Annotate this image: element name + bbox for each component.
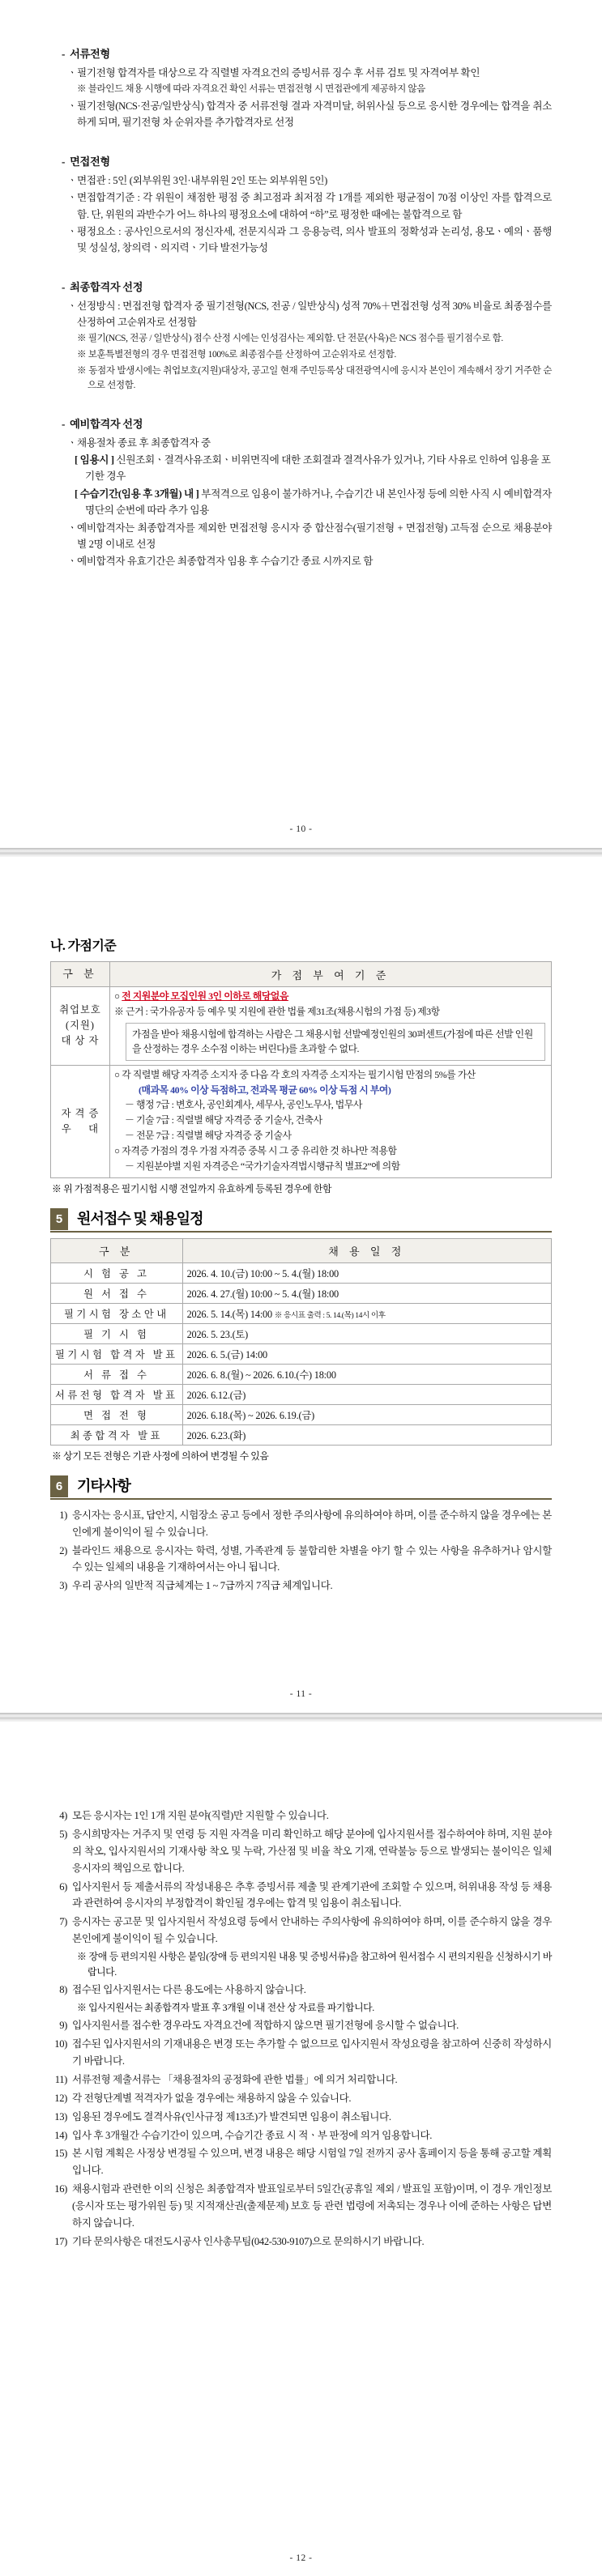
list-item-text: 입사지원서를 접수한 경우라도 자격요건에 적합하지 않으면 필기전형에 응시할 수 없습니다. bbox=[72, 2020, 459, 2032]
bullet-item: ㆍ 면접관 : 5인 (외부위원 3인·내부위원 2인 또는 외부위원 5인) bbox=[68, 172, 552, 189]
list-item-text: 각 전형단계별 적격자가 없을 경우에는 채용하지 않을 수 있습니다. bbox=[72, 2092, 352, 2104]
bullet-item: ㆍ 예비합격자 유효기간은 최종합격자 임용 후 수습기간 종료 시까지로 함 bbox=[68, 553, 552, 569]
list-item bbox=[50, 1914, 552, 1948]
table-row bbox=[51, 1283, 552, 1303]
list-item-text: 입사지원서 등 제출서류의 작성내용은 추후 증빙서류 제출 및 관계기관에 조회할 수 있으며, 허위내용 작성 등 채용과 관련하여 응시자의 부정합격이 확인될 경우에는 합격 및 임용이 취소됩니다. bbox=[72, 1880, 552, 1910]
list-item bbox=[50, 2127, 552, 2144]
page-number: - 10 - bbox=[289, 824, 313, 834]
list-item bbox=[50, 1543, 552, 1577]
list-item bbox=[50, 1578, 552, 1595]
list-item bbox=[50, 1982, 552, 1999]
list-item-text: 본 시험 계획은 사정상 변경될 수 있으며, 변경 내용은 해당 시험일 7일 전까지 공사 홈페이지 등을 통해 공고할 계획입니다. bbox=[72, 2148, 552, 2177]
list-item bbox=[50, 2145, 552, 2179]
table-row bbox=[51, 1364, 552, 1384]
bullet-item: ㆍ 면접합격기준 : 각 위원이 채점한 평점 중 최고점과 최저점 각 1개를 제외한 평균점이 70점 이상인 자를 합격으로 함. 단, 위원의 과반수가 어느 하나의 평정요소에 대하여 “하”로 평정한 때에는 불합격으로 함 bbox=[68, 189, 552, 223]
list-item-text: 접수된 입사지원서의 기재내용은 변경 또는 추가할 수 없으므로 입사지원서 작성요령을 참고하여 신중히 작성하시기 바랍니다. bbox=[72, 2038, 552, 2067]
schedule-table-body bbox=[51, 1262, 552, 1445]
list-item bbox=[50, 1507, 552, 1541]
list-item-number: 15) bbox=[54, 2148, 67, 2160]
dash-marker: - bbox=[62, 417, 66, 430]
table-row bbox=[51, 1404, 552, 1424]
subsection-heading-reserve-selection: - 예비합격자 선정 bbox=[62, 417, 143, 430]
table-row bbox=[51, 1323, 552, 1343]
schedule-label: 서류전형 합격자 발표 bbox=[51, 1384, 183, 1404]
dash-marker: - bbox=[62, 48, 66, 60]
note-item: ※ 동점자 발생시에는 취업보호(지원)대상자, 공고일 현재 주민등록상 대전광역시에 응시자 본인이 계속해서 장기 거주한 순으로 선정함. bbox=[77, 364, 552, 391]
list-item-number: 7) bbox=[59, 1916, 67, 1928]
subsection-heading-final-selection: - 최종합격자 선정 bbox=[62, 280, 143, 293]
bullet-item: ㆍ 필기전형 합격자를 대상으로 각 직렬별 자격요건의 증빙서류 징수 후 서류 검토 및 자격여부 확인 bbox=[68, 65, 552, 81]
bullet-item: ㆍ 필기전형(NCS·전공/일반상식) 합격자 중 서류전형 결과 자격미달, 허위사실 등으로 응시한 경우에는 합격을 취소하게 되며, 필기전형 차 순위자를 추가합격자로 선정 bbox=[68, 98, 552, 131]
table-row bbox=[51, 1343, 552, 1364]
list-item-text: 채용시험과 관련한 이의 신청은 최종합격자 발표일로부터 5일간(공휴일 제외 / 발표일 포함)이며, 이 경우 개인정보(응시자 또는 평가위원 등) 및 지적재산권(출제문제) 보호 등 관련 법령에 저촉되는 경우나 이에 준하는 사항은 답변하지 않습니다. bbox=[72, 2183, 552, 2229]
criteria-line: － 지원분야별 지원 자격증은 “국가기술자격법시행규칙 별표2”에 의함 bbox=[125, 1160, 400, 1172]
list-item bbox=[50, 1807, 552, 1824]
subsection-heading-myeonjeop: - 면접전형 bbox=[62, 155, 110, 168]
list-item-number: 10) bbox=[54, 2038, 67, 2050]
criteria-line: ○ 각 직렬별 해당 자격증 소지자 중 다음 각 호의 자격증 소지자는 필기시험 만점의 5%를 가산 bbox=[114, 1068, 476, 1080]
list-item-number: 12) bbox=[54, 2092, 67, 2104]
schedule-value: 2026. 5. 23.(토) bbox=[182, 1323, 551, 1343]
column-header-schedule: 채 용 일 정 bbox=[182, 1238, 551, 1262]
column-header-gubun: 구 분 bbox=[51, 1238, 183, 1262]
list-item-text: 응시자는 응시표, 답안지, 시험장소 공고 등에서 정한 주의사항에 유의하여야 하며, 이를 준수하지 않을 경우에는 본인에게 불이익이 될 수 있습니다. bbox=[72, 1509, 552, 1538]
list-item-number: 6) bbox=[59, 1880, 67, 1893]
list-item-text: 응시희망자는 거주지 및 연령 등 지원 자격을 미리 확인하고 해당 분야에 입사지원서를 접수하여야 하며, 지원 분야의 착오, 입사지원서의 기재사항 착오 및 누락, 가산점 및 비율 착오 기재, 연락불능 등으로 발생되는 불이익은 일체 응시자의 책임으로 합니다. bbox=[72, 1828, 552, 1874]
list-item-text: 접수된 입사지원서는 다른 용도에는 사용하지 않습니다. bbox=[72, 1984, 306, 1996]
list-item bbox=[50, 2181, 552, 2232]
table-row bbox=[51, 1303, 552, 1323]
law-excerpt-box: 가점을 받아 채용시험에 합격하는 사람은 그 채용시험 선발예정인원의 30퍼센트(가점에 따른 선발 인원을 산정하는 경우 소수점 이하는 버린다)를 초과할 수 없다. bbox=[126, 1023, 545, 1061]
schedule-value: 2026. 5. 14.(목) 14:00 ※ 응시표 출력 : 5. 14.(목) 14시 이후 bbox=[182, 1303, 551, 1323]
criteria-line: ○ 자격증 가점의 경우 가점 자격증 중복 시 그 중 유리한 것 하나만 적용함 bbox=[114, 1145, 397, 1157]
table-header-row bbox=[51, 1238, 552, 1262]
section-header-6 bbox=[50, 1475, 552, 1500]
section-title: 기타사항 bbox=[77, 1477, 130, 1494]
row-label-employment-protection: 취업보호 (지원) 대 상 자 bbox=[51, 987, 110, 1066]
section-heading-gajeom: 나. 가점기준 bbox=[50, 939, 117, 953]
subsection-heading-seoryu: - 서류전형 bbox=[62, 48, 110, 60]
document-page-10 bbox=[0, 0, 602, 847]
list-item bbox=[50, 2071, 552, 2088]
list-item-number: 9) bbox=[59, 2020, 67, 2032]
column-header-criteria: 가 점 부 여 기 준 bbox=[110, 962, 552, 987]
table-row bbox=[51, 987, 552, 1066]
gajeom-criteria-table bbox=[50, 961, 552, 1178]
page-number: - 11 - bbox=[289, 1689, 313, 1699]
list-item-number: 14) bbox=[54, 2129, 67, 2141]
criteria-line-blue: (매과목 40% 이상 득점하고, 전과목 평균 60% 이상 득점 시 부여) bbox=[139, 1084, 391, 1096]
page-separator bbox=[0, 1712, 602, 1722]
dash-marker: - bbox=[62, 280, 66, 293]
page-separator bbox=[0, 847, 602, 858]
schedule-label: 시 험 공 고 bbox=[51, 1262, 183, 1283]
schedule-value: 2026. 6.12.(금) bbox=[182, 1384, 551, 1404]
list-item-text: 기타 문의사항은 대전도시공사 인사총무팀(042-530-9107)으로 문의하시기 바랍니다. bbox=[72, 2235, 425, 2247]
document-page-11 bbox=[0, 858, 602, 1712]
section-header-5 bbox=[50, 1208, 552, 1233]
bullet-item: ㆍ 평정요소 : 공사인으로서의 정신자세, 전문지식과 그 응용능력, 의사 발표의 정확성과 논리성, 용모ㆍ예의ㆍ품행 및 성실성, 창의력ㆍ의지력ㆍ기타 발전가능성 bbox=[68, 224, 552, 257]
schedule-value: 2026. 6.23.(화) bbox=[182, 1424, 551, 1445]
row-content-employment-protection bbox=[110, 987, 552, 1066]
list-item-text: 블라인드 채용으로 응시자는 학력, 성별, 가족관계 등 불합리한 차별을 야기 할 수 있는 사항을 유추하거나 암시할 수 있는 일체의 내용을 기재하여서는 아니 됩니다. bbox=[72, 1544, 552, 1573]
list-item-text: 입사 후 3개월간 수습기간이 있으며, 수습기간 종료 시 적ㆍ부 판정에 의거 임용합니다. bbox=[72, 2129, 433, 2141]
table-row bbox=[51, 1384, 552, 1404]
list-item-text: 응시자는 공고문 및 입사지원서 작성요령 등에서 안내하는 주의사항에 유의하여야 하며, 이를 준수하지 않을 경우 본인에게 불이익이 될 수 있습니다. bbox=[72, 1916, 552, 1945]
schedule-footnote: ※ 상기 모든 전형은 기관 사정에 의하여 변경될 수 있음 bbox=[52, 1450, 269, 1462]
row-content-certificate-preference bbox=[110, 1065, 552, 1177]
list-item-text: 우리 공사의 일반적 직급체계는 1 ~ 7급까지 7직급 체계입니다. bbox=[72, 1580, 333, 1592]
schedule-value: 2026. 4. 10.(금) 10:00 ~ 5. 4.(월) 18:00 bbox=[182, 1262, 551, 1283]
recruitment-schedule-table bbox=[50, 1238, 552, 1446]
row-label-certificate-preference: 자 격 증 우 대 bbox=[51, 1065, 110, 1177]
list-item-number: 2) bbox=[59, 1544, 67, 1556]
list-item bbox=[50, 1879, 552, 1913]
schedule-value: 2026. 4. 27.(월) 10:00 ~ 5. 4.(월) 18:00 bbox=[182, 1283, 551, 1303]
list-item-number: 17) bbox=[54, 2235, 67, 2247]
list-item-text: 모든 응시자는 1인 1개 지원 분야(직렬)만 지원할 수 있습니다. bbox=[72, 1810, 329, 1821]
sub-item-label: [ 수습기간(임용 후 3개월) 내 ] bbox=[75, 488, 199, 500]
list-item-number: 1) bbox=[59, 1509, 67, 1521]
section-number-badge: 5 bbox=[50, 1208, 68, 1230]
bullet-item: ㆍ 선정방식 : 면접전형 합격자 중 필기전형(NCS, 전공 / 일반상식) 성적 70%＋면접전형 성적 30% 비율로 최종점수를 산정하여 고순위자로 선정함 bbox=[68, 298, 552, 331]
list-item-text: 임용된 경우에도 결격사유(인사규정 제13조)가 발견되면 임용이 취소됩니다. bbox=[72, 2110, 391, 2123]
section-title: 원서접수 및 채용일정 bbox=[77, 1210, 203, 1227]
criteria-line: － 행정 7급 : 변호사, 공인회계사, 세무사, 공인노무사, 법무사 bbox=[125, 1099, 362, 1111]
list-item bbox=[50, 2109, 552, 2126]
sub-item-appointment bbox=[75, 452, 552, 485]
sub-item-label: [ 임용시 ] bbox=[75, 454, 114, 466]
note-item: ※ 보훈특별전형의 경우 면접전형 100%로 최종점수를 산정하여 고순위자로 선정함. bbox=[77, 349, 396, 360]
sub-item-text: 신원조회ㆍ결격사유조회ㆍ비위면직에 대한 조회결과 결격사유가 있거나, 기타 사유로 인하여 임용을 포기한 경우 bbox=[85, 454, 551, 483]
list-item-number: 4) bbox=[59, 1810, 67, 1821]
other-matters-list-continued bbox=[50, 1807, 552, 2250]
schedule-value: 2026. 6. 8.(월) ~ 2026. 6.10.(수) 18:00 bbox=[182, 1364, 551, 1384]
dash-marker: - bbox=[62, 155, 66, 168]
list-item-number: 11) bbox=[54, 2073, 67, 2085]
schedule-label: 필 기 시 험 bbox=[51, 1323, 183, 1343]
schedule-value: 2026. 6.18.(목) ~ 2026. 6.19.(금) bbox=[182, 1404, 551, 1424]
note-item: ※ 입사지원서는 최종합격자 발표 후 3개월 이내 전산 상 자료를 파기합니다. bbox=[77, 2002, 374, 2014]
criteria-line: － 기술 7급 : 직렬별 해당 자격증 중 기술사, 건축사 bbox=[125, 1114, 322, 1126]
schedule-label: 최종합격자 발표 bbox=[51, 1424, 183, 1445]
bullet-item: ㆍ 채용절차 종료 후 최종합격자 중 bbox=[68, 435, 552, 451]
list-item bbox=[50, 2233, 552, 2250]
list-item-number: 5) bbox=[59, 1828, 67, 1840]
note-item: ※ 필기(NCS, 전공 / 일반상식) 점수 산정 시에는 인성검사는 제외함. 단 전문(사육)은 NCS 점수를 필기점수로 함. bbox=[77, 333, 503, 344]
bullet-item: ㆍ 예비합격자는 최종합격자를 제외한 면접전형 응시자 중 합산점수(필기전형 + 면접전형) 고득점 순으로 채용분야별 2명 이내로 선정 bbox=[68, 520, 552, 553]
list-item-number: 13) bbox=[54, 2110, 67, 2123]
schedule-label: 필기시험 합격자 발표 bbox=[51, 1343, 183, 1364]
table-row bbox=[51, 1424, 552, 1445]
list-item-number: 3) bbox=[59, 1580, 67, 1592]
schedule-label: 서 류 접 수 bbox=[51, 1364, 183, 1384]
schedule-label: 면 접 전 형 bbox=[51, 1404, 183, 1424]
other-matters-list bbox=[50, 1507, 552, 1595]
list-item-text: 서류전형 제출서류는 「채용절차의 공정화에 관한 법률」에 의거 처리합니다. bbox=[72, 2073, 398, 2085]
schedule-label: 필기시험 장소안내 bbox=[51, 1303, 183, 1323]
list-item bbox=[50, 1826, 552, 1877]
list-item bbox=[50, 2090, 552, 2107]
note-item: ※ 장애 등 편의지원 사항은 붙임(장애 등 편의지원 내용 및 증빙서류)을 참고하여 원서접수 시 편의지원을 신청하시기 바랍니다. bbox=[77, 1951, 552, 1978]
list-item-number: 8) bbox=[59, 1984, 67, 1996]
criteria-line-red: ○ 전 지원분야 모집인원 3인 이하로 해당없음 bbox=[114, 990, 288, 1003]
section-number-badge: 6 bbox=[50, 1475, 68, 1497]
table-row bbox=[51, 1262, 552, 1283]
page-number: - 12 - bbox=[289, 2553, 313, 2563]
note-item: ※ 블라인드 채용 시행에 따라 자격요건 확인 서류는 면접전형 시 면접관에게 제공하지 않음 bbox=[77, 83, 425, 95]
sub-item-probation bbox=[75, 486, 552, 519]
criteria-line-note: ※ 근거 : 국가유공자 등 예우 및 지원에 관한 법률 제31조(채용시험의 가점 등) 제3항 bbox=[114, 1006, 440, 1017]
list-item bbox=[50, 2017, 552, 2034]
list-item-number: 16) bbox=[54, 2183, 67, 2195]
gajeom-footnote: ※ 위 가점적용은 필기시험 시행 전일까지 유효하게 등록된 경우에 한함 bbox=[52, 1182, 332, 1194]
schedule-value: 2026. 6. 5.(금) 14:00 bbox=[182, 1343, 551, 1364]
column-header-gubun: 구 분 bbox=[51, 962, 110, 987]
document-page-12 bbox=[0, 1722, 602, 2576]
list-item bbox=[50, 2036, 552, 2070]
sub-item-text: 부적격으로 임용이 불가하거나, 수습기간 내 본인사정 등에 의한 사직 시 예비합격자 명단의 순번에 따라 추가 임용 bbox=[85, 488, 552, 517]
schedule-label: 원 서 접 수 bbox=[51, 1283, 183, 1303]
criteria-line: － 전문 7급 : 직렬별 해당 자격증 중 기술사 bbox=[125, 1130, 292, 1142]
table-row bbox=[51, 1065, 552, 1177]
table-header-row bbox=[51, 962, 552, 987]
